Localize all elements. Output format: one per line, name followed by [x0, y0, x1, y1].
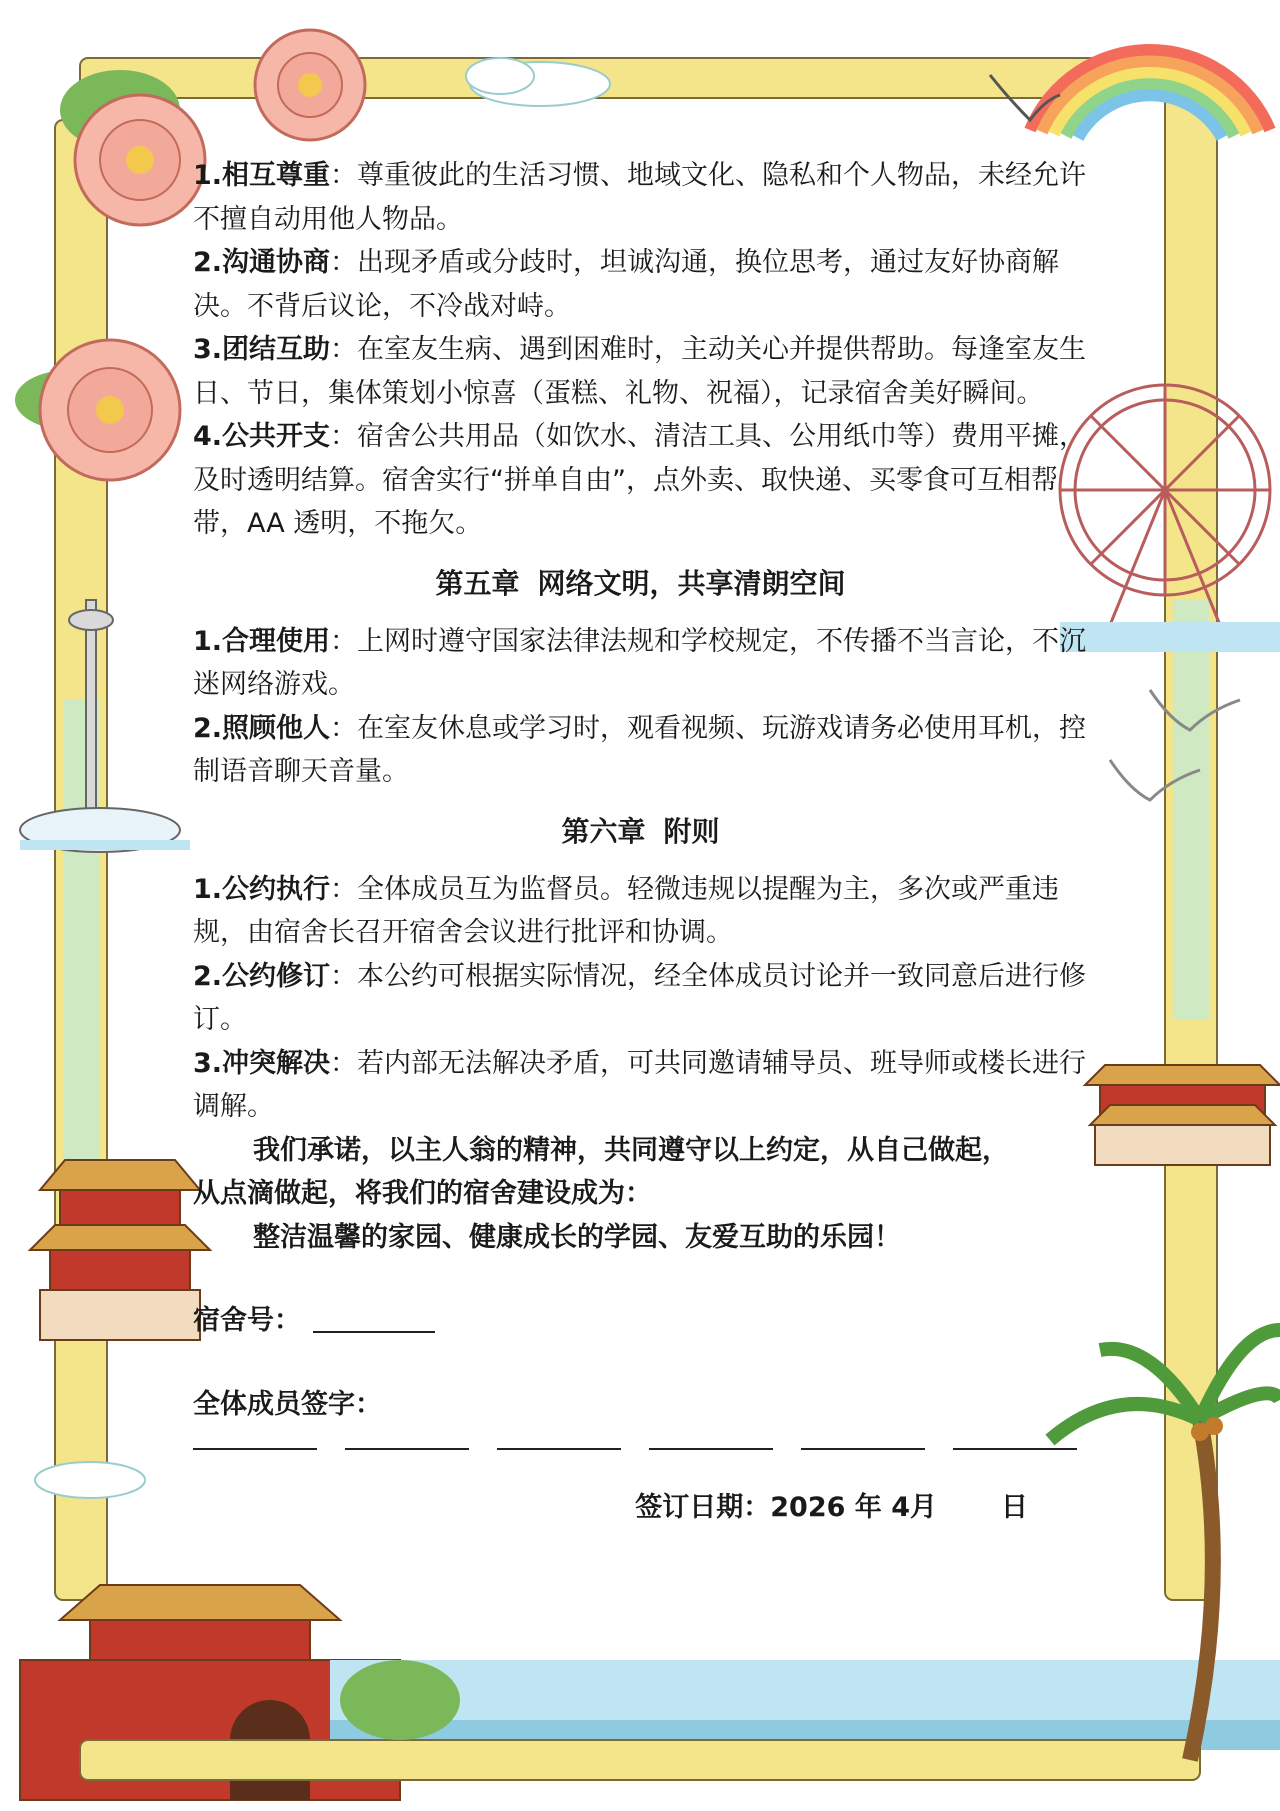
signing-date-day: 日 [1001, 1492, 1028, 1523]
signature-blank[interactable] [193, 1448, 317, 1450]
members-signature-field [193, 1383, 1088, 1427]
slogan: 整洁温馨的家园、健康成长的学园、友爱互助的乐园！ [253, 1221, 901, 1253]
rule-communication: 2.沟通协商：出现矛盾或分歧时，坦诚沟通，换位思考，通过友好协商解决。不背后议论，不冷战对峙。 [193, 247, 1060, 322]
signature-blank[interactable] [497, 1448, 621, 1450]
rule-mutual-respect: 1.相互尊重：尊重彼此的生活习惯、地域文化、隐私和个人物品，未经允许不擅自动用他人物品。 [193, 160, 1087, 235]
members-signature-label: 全体成员签字： [193, 1388, 382, 1420]
rule-enforcement: 1.公约执行：全体成员互为监督员。轻微违规以提醒为主，多次或严重违规，由宿舍长召开宿舍会议进行批评和协调。 [193, 873, 1060, 948]
pagoda-icon [30, 1160, 210, 1340]
rule-consider-others: 2.照顾他人：在室友休息或学习时，观看视频、玩游戏请务必使用耳机，控制语音聊天音量。 [193, 712, 1087, 787]
pledge-line-2: 从点滴做起，将我们的宿舍建设成为： [193, 1178, 652, 1209]
chapter-five-heading: 第五章 网络文明，共享清朗空间 [435, 566, 846, 600]
signing-date-label: 签订日期：2026 年 4月 [635, 1492, 937, 1523]
signature-lines [193, 1448, 1088, 1450]
rule-reasonable-use: 1.合理使用：上网时遵守国家法律法规和学校规定，不传播不当言论，不沉迷网络游戏。 [193, 625, 1087, 700]
chinese-gate-icon [1085, 1065, 1280, 1165]
rule-mutual-help: 3.团结互助：在室友生病、遇到困难时，主动关心并提供帮助。每逢室友生日、节日，集体策划小惊喜（蛋糕、礼物、祝福），记录宿舍美好瞬间。 [193, 334, 1087, 409]
dorm-number-label: 宿舍号： [193, 1305, 301, 1336]
rule-conflict-resolution: 3.冲突解决：若内部无法解决矛盾，可共同邀请辅导员、班导师或楼长进行调解。 [193, 1047, 1087, 1122]
dorm-number-blank[interactable] [313, 1301, 435, 1333]
signature-blank[interactable] [649, 1448, 773, 1450]
signature-blank[interactable] [953, 1448, 1077, 1450]
chapter-six-heading: 第六章 附则 [561, 814, 720, 848]
rule-public-expense: 4.公共开支：宿舍公共用品（如饮水、清洁工具、公用纸巾等）费用平摊，及时透明结算。宿舍实行“拼单自由”，点外卖、取快递、买零食可互相帮带，AA 透明，不拖欠。 [193, 421, 1087, 539]
document-body [193, 154, 1088, 1530]
signature-blank[interactable] [801, 1448, 925, 1450]
dorm-number-field [193, 1299, 1088, 1343]
rule-revision: 2.公约修订：本公约可根据实际情况，经全体成员讨论并一致同意后进行修订。 [193, 960, 1087, 1035]
pledge-line-1: 我们承诺，以主人翁的精神，共同遵守以上约定，从自己做起， [253, 1134, 1009, 1166]
signature-blank[interactable] [345, 1448, 469, 1450]
signing-date [193, 1486, 1088, 1530]
